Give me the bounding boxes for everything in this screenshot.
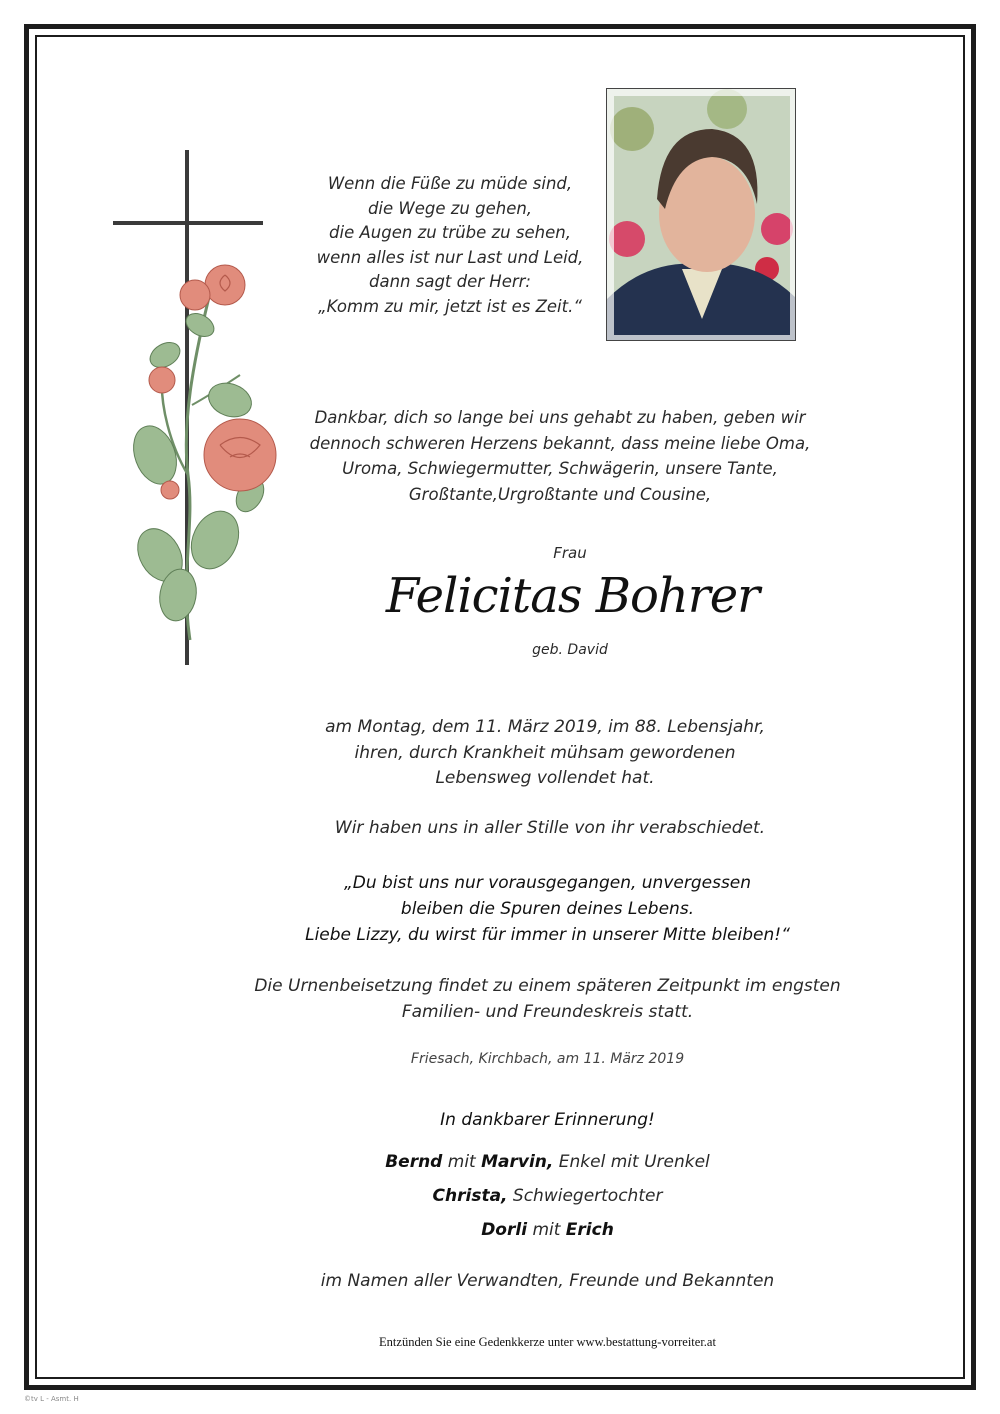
death-line: ihren, durch Krankheit mühsam gewordenen <box>354 742 736 763</box>
signer-name: Marvin, <box>481 1152 554 1172</box>
death-notice <box>300 715 790 792</box>
poem-line: „Komm zu mir, jetzt ist es Zeit.“ <box>318 296 582 316</box>
signer-line <box>300 1186 795 1206</box>
signer-name: Erich <box>565 1220 614 1240</box>
signer-name: Bernd <box>385 1152 443 1172</box>
poem <box>250 172 650 319</box>
intro-line: Dankbar, dich so lange bei uns gehabt zu haben, geben wir <box>314 408 806 427</box>
quote-line: „Du bist uns nur vorausgegangen, unvergessen <box>343 873 752 893</box>
poem-line: Wenn die Füße zu müde sind, <box>327 174 573 193</box>
intro-line: Großtante,Urgroßtante und Cousine, <box>408 484 712 504</box>
place-date: Friesach, Kirchbach, am 11. März 2019 <box>410 1051 685 1067</box>
signer-role: Schwiegertochter <box>512 1186 663 1206</box>
candle-link[interactable]: Entzünden Sie eine Gedenkkerze unter www.bestattung-vorreiter.at <box>379 1335 716 1349</box>
signer-joiner: mit <box>532 1220 561 1240</box>
footer-code: ©tv L - Asmt. H <box>24 1395 79 1403</box>
poem-line: die Augen zu trübe zu sehen, <box>329 223 571 242</box>
on-behalf-text: im Namen aller Verwandten, Freunde und Bekannten <box>320 1271 775 1291</box>
signer-joiner: mit <box>447 1152 476 1172</box>
poem-line: die Wege zu gehen, <box>367 198 533 218</box>
quote-line: bleiben die Spuren deines Lebens. <box>400 899 695 919</box>
signer-line <box>300 1220 795 1240</box>
maiden-name: geb. David <box>532 642 608 658</box>
poem-line: wenn alles ist nur Last und Leid, <box>316 247 584 267</box>
signer-name: Dorli <box>481 1220 528 1240</box>
salutation: Frau <box>553 544 587 562</box>
signer-role: Enkel mit Urenkel <box>558 1152 710 1172</box>
burial-notice <box>240 974 855 1025</box>
intro-line: dennoch schweren Herzens bekannt, dass meine liebe Oma, <box>309 433 811 453</box>
signer-name: Christa, <box>432 1186 508 1206</box>
death-line: am Montag, dem 11. März 2019, im 88. Lebensjahr, <box>325 717 765 737</box>
poem-line: dann sagt der Herr: <box>369 272 531 291</box>
memorial-quote <box>250 870 845 948</box>
farewell-text: Wir haben uns in aller Stille von ihr verabschiedet. <box>334 818 766 838</box>
burial-line: Die Urnenbeisetzung findet zu einem späteren Zeitpunkt im engsten <box>254 976 841 996</box>
quote-line: Liebe Lizzy, du wirst für immer in unserer Mitte bleiben!“ <box>305 925 790 945</box>
signer-line <box>300 1152 795 1172</box>
intro-line: Uroma, Schwiegermutter, Schwägerin, unsere Tante, <box>342 459 778 478</box>
burial-line: Familien- und Freundeskreis statt. <box>401 1001 694 1022</box>
deceased-name: Felicitas Bohrer <box>385 568 760 624</box>
gratitude-heading: In dankbarer Erinnerung! <box>440 1110 655 1130</box>
intro-text <box>300 405 820 507</box>
death-line: Lebensweg vollendet hat. <box>435 768 655 788</box>
